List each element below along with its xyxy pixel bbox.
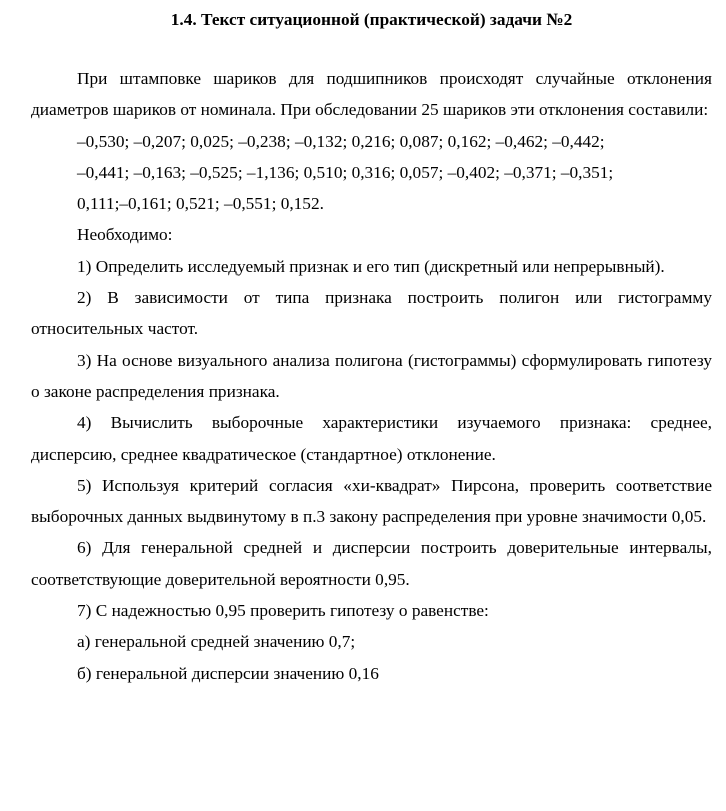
task-4: 4) Вычислить выборочные характеристики изучаемого признака: среднее, дисперсию, среднее квадратическое (стандартное) отклонение. <box>31 413 712 464</box>
task-2: 2) В зависимости от типа признака построить полигон или гистограмму относительных частот. <box>31 288 712 339</box>
task-7a: а) генеральной средней значению 0,7; <box>77 632 356 652</box>
task-7b: б) генеральной дисперсии значению 0,16 <box>77 663 379 683</box>
task-3: 3) На основе визуального анализа полигона (гистограммы) сформулировать гипотезу о законе распределения признака. <box>31 350 712 401</box>
data-line-1: –0,530; –0,207; 0,025; –0,238; –0,132; 0,216; 0,087; 0,162; –0,462; –0,442; <box>77 131 605 151</box>
data-line-3: 0,111;–0,161; 0,521; –0,551; 0,152. <box>77 194 324 214</box>
task-1: 1) Определить исследуемый признак и его тип (дискретный или непрерывный). <box>77 256 665 276</box>
document-body <box>31 63 712 689</box>
intro-paragraph: При штамповке шариков для подшипников происходят случайные отклонения диаметров шариков от номинала. При обследовании 25 шариков эти отклонения составили: <box>31 69 712 120</box>
task-7: 7) С надежностью 0,95 проверить гипотезу о равенстве: <box>77 601 489 621</box>
data-line-2: –0,441; –0,163; –0,525; –1,136; 0,510; 0,316; 0,057; –0,402; –0,371; –0,351; <box>77 162 614 182</box>
document-title: 1.4. Текст ситуационной (практической) задачи №2 <box>170 10 573 29</box>
task-6: 6) Для генеральной средней и дисперсии построить доверительные интервалы, соответствующие доверительной вероятности 0,95. <box>31 538 712 589</box>
required-label: Необходимо: <box>77 225 173 245</box>
task-5: 5) Используя критерий согласия «хи-квадрат» Пирсона, проверить соответствие выборочных данных выдвинутому в п.3 закону распределения при уровне значимости 0,05. <box>31 475 712 527</box>
